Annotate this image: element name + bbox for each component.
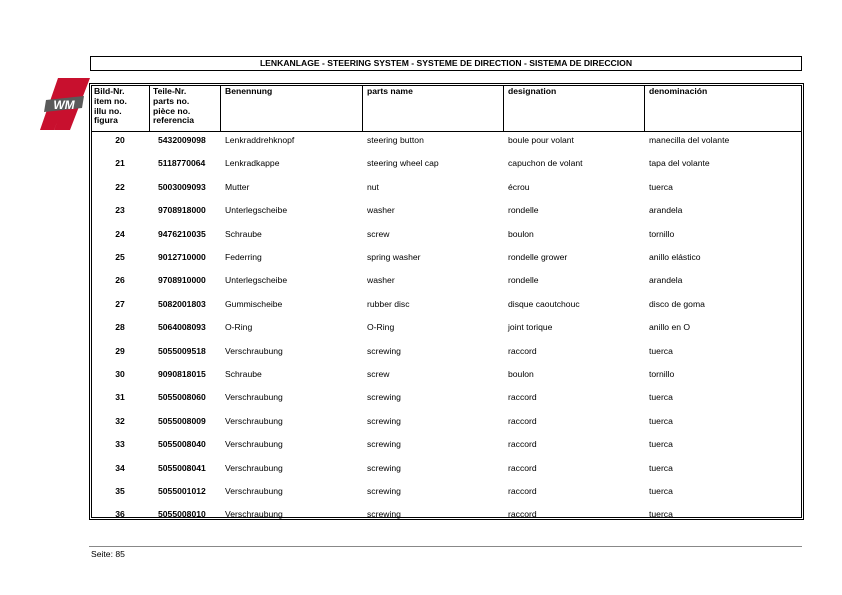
cell-denominacion: tuerca [649,345,673,356]
cell-benennung: Verschraubung [225,509,283,520]
cell-designation: écrou [508,181,530,192]
cell-benennung: Unterlegscheibe [225,205,288,216]
cell-parts-name: screw [367,228,390,239]
cell-designation: rondelle [508,205,539,216]
cell-denominacion: tuerca [649,486,673,496]
cell-benennung: O-Ring [225,322,253,333]
page-title: LENKANLAGE - STEERING SYSTEM - SYSTEME DE DIRECTION - SISTEMA DE DIRECCION [90,56,802,71]
cell-part-no: 5003009093 [158,181,206,192]
cell-parts-name: O-Ring [367,322,395,333]
cell-denominacion: tuerca [649,392,673,403]
cell-part-no: 9090818015 [158,369,206,379]
header-divider [91,131,802,132]
cell-denominacion: tuerca [649,181,673,192]
page-number: Seite: 85 [91,549,125,559]
table-row [91,134,802,146]
cell-part-no: 5082001803 [158,298,206,309]
cell-designation: raccord [508,392,537,403]
cell-item-no: 33 [115,439,125,450]
cell-part-no: 5055008010 [158,509,206,520]
table-row [91,485,802,497]
cell-benennung: Mutter [225,181,250,192]
table-row [91,298,802,310]
table-row [91,321,802,333]
cell-denominacion: tapa del volante [649,158,710,169]
cell-parts-name: washer [367,205,395,216]
cell-part-no: 5055008040 [158,439,206,450]
cell-item-no: 25 [115,252,125,262]
table-row [91,274,802,286]
cell-parts-name: steering wheel cap [367,158,439,169]
table-row [91,415,802,427]
cell-designation: raccord [508,462,537,473]
cell-benennung: Federring [225,252,262,262]
header-parts-name: parts name [367,86,413,96]
cell-denominacion: arandela [649,275,683,286]
cell-designation: disque caoutchouc [508,298,580,309]
column-divider [503,85,504,132]
cell-item-no: 31 [115,392,125,403]
cell-item-no: 26 [115,275,125,286]
table-row [91,228,802,240]
cell-designation: boulon [508,228,534,239]
cell-part-no: 9012710000 [158,252,206,262]
cell-part-no: 5055008009 [158,415,206,426]
cell-parts-name: spring washer [367,252,421,262]
cell-part-no: 5432009098 [158,135,206,145]
cell-item-no: 22 [115,181,125,192]
table-row [91,391,802,403]
cell-designation: raccord [508,415,537,426]
cell-item-no: 28 [115,322,125,333]
cell-denominacion: arandela [649,205,683,216]
header-part-no: Teile-Nr. parts no. pièce no. referencia [153,86,195,126]
column-divider [220,85,221,132]
cell-benennung: Verschraubung [225,462,283,473]
table-row [91,462,802,474]
cell-benennung: Lenkradkappe [225,158,280,169]
cell-parts-name: screwing [367,415,401,426]
cell-part-no: 5064008093 [158,322,206,333]
cell-parts-name: screwing [367,345,401,356]
cell-part-no: 9476210035 [158,228,206,239]
cell-item-no: 21 [115,158,125,169]
cell-part-no: 9708918000 [158,205,206,216]
cell-denominacion: tornillo [649,369,675,379]
cell-denominacion: tuerca [649,462,673,473]
cell-part-no: 5055008041 [158,462,206,473]
cell-benennung: Verschraubung [225,392,283,403]
cell-item-no: 27 [115,298,125,309]
cell-designation: rondelle [508,275,539,286]
cell-parts-name: nut [367,181,379,192]
cell-parts-name: screwing [367,462,401,473]
table-row [91,508,802,520]
cell-item-no: 34 [115,462,125,473]
cell-part-no: 5055001012 [158,486,206,496]
wm-logo [40,78,90,130]
cell-designation: boulon [508,369,534,379]
cell-parts-name: screwing [367,439,401,450]
cell-item-no: 20 [115,135,125,145]
cell-benennung: Schraube [225,228,262,239]
cell-designation: raccord [508,486,537,496]
cell-denominacion: anillo en O [649,322,691,333]
table-row [91,438,802,450]
cell-parts-name: rubber disc [367,298,410,309]
cell-benennung: Verschraubung [225,415,283,426]
table-row [91,204,802,216]
cell-designation: raccord [508,439,537,450]
cell-item-no: 35 [115,486,125,496]
cell-item-no: 24 [115,228,125,239]
cell-denominacion: manecilla del volante [649,135,730,145]
cell-item-no: 29 [115,345,125,356]
table-row [91,251,802,263]
cell-designation: raccord [508,345,537,356]
cell-part-no: 5055009518 [158,345,206,356]
column-divider [362,85,363,132]
cell-denominacion: disco de goma [649,298,705,309]
svg-text:WM: WM [53,98,75,112]
cell-part-no: 5118770064 [158,158,206,169]
cell-benennung: Gummischeibe [225,298,283,309]
cell-benennung: Unterlegscheibe [225,275,288,286]
cell-designation: boule pour volant [508,135,574,145]
table-row [91,157,802,169]
table-row [91,368,802,380]
cell-item-no: 36 [115,509,125,520]
cell-parts-name: screwing [367,486,401,496]
header-benennung: Benennung [225,86,273,96]
cell-benennung: Verschraubung [225,345,283,356]
cell-part-no: 5055008060 [158,392,206,403]
cell-parts-name: steering button [367,135,424,145]
cell-benennung: Verschraubung [225,439,283,450]
cell-parts-name: screw [367,369,390,379]
cell-parts-name: screwing [367,509,401,520]
table-row [91,345,802,357]
footer-divider [89,546,802,547]
cell-denominacion: anillo elástico [649,252,701,262]
cell-part-no: 9708910000 [158,275,206,286]
cell-designation: rondelle grower [508,252,568,262]
cell-benennung: Lenkraddrehknopf [225,135,295,145]
header-designation: designation [508,86,557,96]
cell-denominacion: tornillo [649,228,675,239]
cell-benennung: Schraube [225,369,262,379]
cell-benennung: Verschraubung [225,486,283,496]
cell-designation: raccord [508,509,537,520]
header-item-no: Bild-Nr. item no. illu no. figura [94,86,127,126]
column-divider [149,85,150,132]
header-denominacion: denominación [649,86,708,96]
cell-denominacion: tuerca [649,509,673,520]
column-divider [644,85,645,132]
cell-item-no: 23 [115,205,125,216]
cell-item-no: 30 [115,369,125,379]
table-row [91,181,802,193]
cell-designation: capuchon de volant [508,158,583,169]
cell-denominacion: tuerca [649,439,673,450]
cell-designation: joint torique [508,322,553,333]
cell-item-no: 32 [115,415,125,426]
cell-denominacion: tuerca [649,415,673,426]
cell-parts-name: washer [367,275,395,286]
cell-parts-name: screwing [367,392,401,403]
